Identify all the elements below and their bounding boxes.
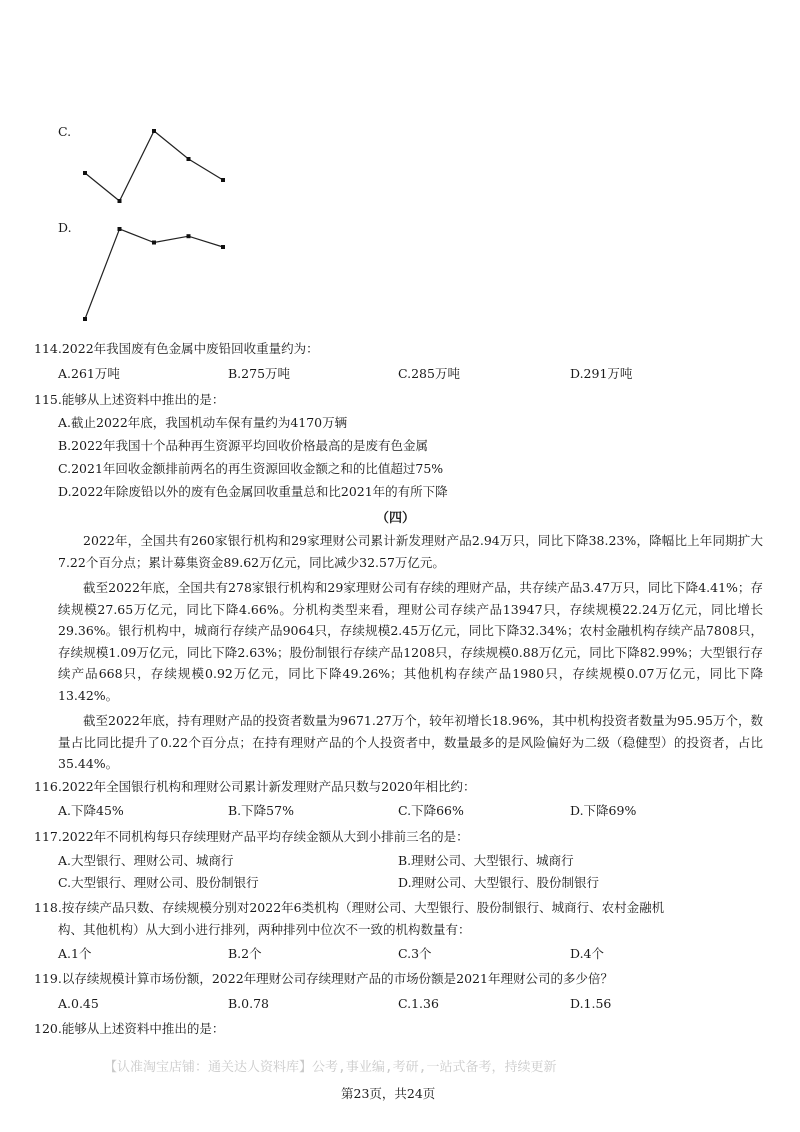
- question-text: 以存续规模计算市场份额，2022年理财公司存续理财产品的市场份额是2021年理财公司的多少倍？: [61, 971, 613, 986]
- q114-option-b[interactable]: B.275万吨: [228, 366, 291, 381]
- question-number: 117.: [34, 829, 62, 844]
- q114-option-a[interactable]: A.261万吨: [58, 366, 120, 381]
- q118-option-a[interactable]: A.1个: [58, 946, 92, 961]
- page-number-footer: 第23页，共24页: [341, 1086, 436, 1101]
- q118-option-c[interactable]: C.3个: [398, 946, 432, 961]
- question-text: 2022年全国银行机构和理财公司累计新发理财产品只数与2020年相比约：: [61, 779, 476, 794]
- q118-option-b[interactable]: B.2个: [228, 946, 262, 961]
- q115-option-c[interactable]: C.2021年回收金额排前两名的再生资源回收金额之和的比值超过75%: [58, 461, 444, 476]
- option-d-point-4: [187, 234, 191, 238]
- option-c-line-chart: [70, 120, 240, 220]
- option-c-point-2: [118, 199, 122, 203]
- q119-option-a[interactable]: A.0.45: [58, 996, 99, 1011]
- option-c-label: C.: [58, 124, 72, 139]
- question-number: 116.: [34, 779, 62, 794]
- option-c-point-1: [83, 171, 87, 175]
- q118-option-d[interactable]: D.4个: [570, 946, 605, 961]
- question-text: 能够从上述资料中推出的是：: [61, 392, 225, 407]
- question-117: [34, 829, 469, 845]
- question-120: [34, 1021, 224, 1037]
- question-text: 2022年不同机构每只存续理财产品平均存续金额从大到小排前三名的是：: [61, 829, 469, 844]
- q119-option-c[interactable]: C.1.36: [398, 996, 439, 1011]
- q116-option-c[interactable]: C.下降66%: [398, 803, 464, 818]
- question-114: [34, 341, 319, 357]
- option-d-point-5: [221, 245, 225, 249]
- option-c-point-4: [187, 157, 191, 161]
- q116-option-b[interactable]: B.下降57%: [228, 803, 294, 818]
- q117-option-b[interactable]: B.理财公司、大型银行、城商行: [398, 853, 574, 868]
- passage-paragraph-2: 截至2022年底，全国共有278家银行机构和29家理财公司有存续的理财产品，共存续产品3.47万只，同比下降4.41%；存续规模27.65万亿元，同比下降4.66%。分机构类型来看，理财公司存续产品13947只，存续规模22.24万亿元，同比增长29.36%。银行机构中，城商行存续产品9064只，存续规模2.45万亿元，同比下降32.34%；农村金融机构存续产品7808只，存续规模1.09万亿元，同比下降2.63%；股份制银行存续产品1208只，存续规模0.88万亿元，同比下降82.99%；大型银行存续产品668只，存续规模0.92万亿元，同比下降49.26%；其他机构存续产品1980只，存续规模0.07万亿元，同比下降13.42%。: [58, 580, 763, 703]
- q115-option-d[interactable]: D.2022年除废铅以外的废有色金属回收重量总和比2021年的有所下降: [58, 484, 448, 499]
- passage-paragraph-3: 截至2022年底，持有理财产品的投资者数量为9671.27万个，较年初增长18.96%，其中机构投资者数量为95.95万个，数量占比同比提升了0.22个百分点；在持有理财产品的个人投资者中，数量最多的是风险偏好为二级（稳健型）的投资者，占比35.44%。: [58, 713, 763, 771]
- question-118: [34, 900, 664, 916]
- q119-option-b[interactable]: B.0.78: [228, 996, 269, 1011]
- q117-option-c[interactable]: C.大型银行、理财公司、股份制银行: [58, 875, 259, 890]
- question-number: 120.: [34, 1021, 62, 1036]
- option-d-point-1: [83, 317, 87, 321]
- question-number: 119.: [34, 971, 62, 986]
- question-number: 114.: [34, 341, 62, 356]
- option-c-point-3: [152, 129, 156, 133]
- question-119: [34, 971, 613, 987]
- option-d-label: D.: [58, 220, 72, 235]
- question-number: 118.: [34, 900, 62, 915]
- passage-paragraph-1: 2022年，全国共有260家银行机构和29家理财公司累计新发理财产品2.94万只，同比下降38.23%，降幅比上年同期扩大7.22个百分点；累计募集资金89.62万亿元，同比减少32.57万亿元。: [58, 533, 763, 570]
- option-d-point-3: [152, 241, 156, 245]
- q116-option-d[interactable]: D.下降69%: [570, 803, 637, 818]
- q114-option-d[interactable]: D.291万吨: [570, 366, 633, 381]
- question-115: [34, 392, 224, 408]
- question-text: 2022年我国废有色金属中废铅回收重量约为：: [61, 341, 319, 356]
- question-116: [34, 779, 475, 795]
- q119-option-d[interactable]: D.1.56: [570, 996, 612, 1011]
- watermark-text: 【认准淘宝店铺：通关达人资料库】公考,事业编,考研,一站式备考，持续更新: [104, 1060, 557, 1075]
- question-118-continued: 构、其他机构）从大到小进行排列，两种排列中位次不一致的机构数量有：: [58, 922, 471, 937]
- q115-option-b[interactable]: B.2022年我国十个品种再生资源平均回收价格最高的是废有色金属: [58, 438, 428, 453]
- option-d-line-chart: [70, 218, 240, 328]
- question-text-line-1: 按存续产品只数、存续规模分别对2022年6类机构（理财公司、大型银行、股份制银行、城商行、农村金融机: [61, 900, 665, 915]
- section-title: （四）: [376, 511, 416, 526]
- question-text: 能够从上述资料中推出的是：: [61, 1021, 225, 1036]
- q116-option-a[interactable]: A.下降45%: [58, 803, 124, 818]
- option-d-point-2: [118, 227, 122, 231]
- q117-option-d[interactable]: D.理财公司、大型银行、股份制银行: [398, 875, 600, 890]
- q114-option-c[interactable]: C.285万吨: [398, 366, 460, 381]
- question-number: 115.: [34, 392, 62, 407]
- option-c-point-5: [221, 178, 225, 182]
- q117-option-a[interactable]: A.大型银行、理财公司、城商行: [58, 853, 234, 868]
- option-c-series-line: [85, 131, 223, 201]
- q115-option-a[interactable]: A.截止2022年底，我国机动车保有量约为4170万辆: [58, 415, 348, 430]
